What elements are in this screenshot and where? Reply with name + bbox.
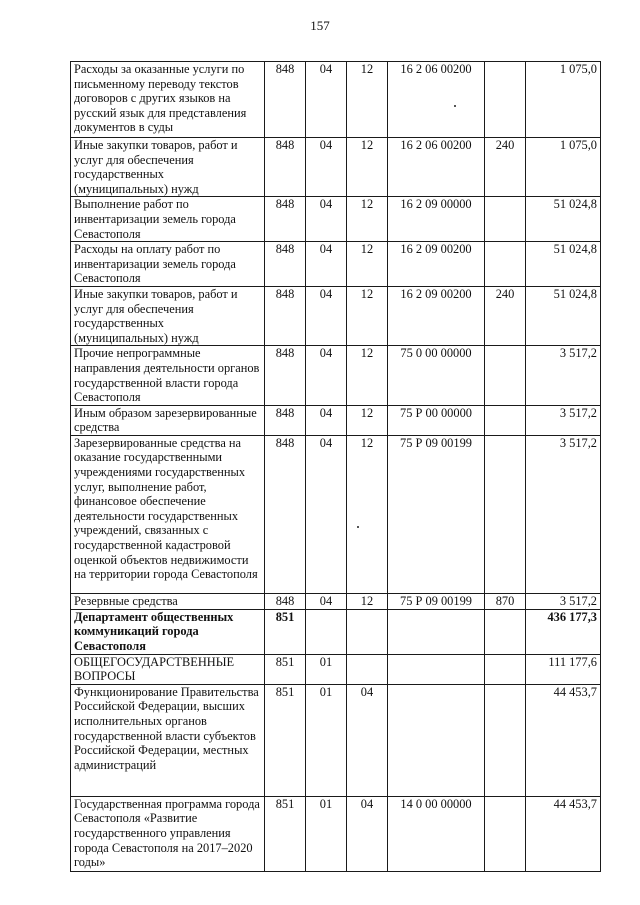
table-row [71, 684, 601, 796]
cell-vr [485, 62, 526, 138]
table-row [71, 796, 601, 871]
table-row [71, 346, 601, 405]
cell-ved: 848 [265, 286, 306, 345]
cell-rz: 04 [306, 346, 347, 405]
cell-sum: 436 177,3 [526, 609, 601, 654]
table-row [71, 435, 601, 593]
cell-name: Расходы на оплату работ по инвентаризации земель города Севастополя [71, 242, 265, 287]
cell-rz: 04 [306, 197, 347, 242]
scan-dot [357, 526, 359, 528]
cell-rz: 01 [306, 654, 347, 684]
cell-vr: 240 [485, 138, 526, 197]
cell-ved: 851 [265, 609, 306, 654]
cell-ved: 848 [265, 435, 306, 593]
table-row [71, 242, 601, 287]
cell-pr: 12 [347, 138, 388, 197]
cell-vr [485, 197, 526, 242]
cell-sum: 51 024,8 [526, 286, 601, 345]
cell-sum: 44 453,7 [526, 684, 601, 796]
cell-rz: 04 [306, 138, 347, 197]
cell-vr [485, 435, 526, 593]
cell-name: Прочие непрограммные направления деятельности органов государственной власти города Севастополя [71, 346, 265, 405]
cell-sum: 1 075,0 [526, 62, 601, 138]
cell-vr [485, 796, 526, 871]
table-row [71, 286, 601, 345]
page-number: 157 [310, 18, 330, 33]
cell-rz [306, 609, 347, 654]
cell-sum: 44 453,7 [526, 796, 601, 871]
cell-ved: 848 [265, 197, 306, 242]
cell-sum: 1 075,0 [526, 138, 601, 197]
cell-ved: 848 [265, 62, 306, 138]
cell-sum: 3 517,2 [526, 405, 601, 435]
cell-ved: 851 [265, 796, 306, 871]
cell-csr: 16 2 09 00200 [388, 242, 485, 287]
cell-vr: 870 [485, 593, 526, 609]
cell-ved: 848 [265, 405, 306, 435]
cell-name: Иные закупки товаров, работ и услуг для обеспечения государственных (муниципальных) нужд [71, 286, 265, 345]
cell-rz: 04 [306, 405, 347, 435]
cell-vr [485, 654, 526, 684]
cell-pr: 12 [347, 346, 388, 405]
cell-csr: 16 2 06 00200 [388, 62, 485, 138]
cell-rz: 04 [306, 242, 347, 287]
cell-pr: 12 [347, 242, 388, 287]
budget-table [70, 61, 601, 872]
cell-csr: 14 0 00 00000 [388, 796, 485, 871]
table-row [71, 593, 601, 609]
cell-csr: 75 0 00 00000 [388, 346, 485, 405]
cell-sum: 3 517,2 [526, 593, 601, 609]
cell-pr [347, 609, 388, 654]
cell-name: Иные закупки товаров, работ и услуг для обеспечения государственных (муниципальных) нужд [71, 138, 265, 197]
cell-vr [485, 346, 526, 405]
cell-sum: 3 517,2 [526, 435, 601, 593]
cell-pr: 04 [347, 796, 388, 871]
cell-csr [388, 684, 485, 796]
cell-csr [388, 654, 485, 684]
cell-vr [485, 242, 526, 287]
cell-name: ОБЩЕГОСУДАРСТВЕННЫЕ ВОПРОСЫ [71, 654, 265, 684]
cell-rz: 01 [306, 796, 347, 871]
cell-rz: 04 [306, 593, 347, 609]
cell-name: Иным образом зарезервированные средства [71, 405, 265, 435]
cell-vr [485, 405, 526, 435]
cell-ved: 848 [265, 593, 306, 609]
scan-dot [454, 105, 456, 107]
table-row [71, 609, 601, 654]
cell-vr: 240 [485, 286, 526, 345]
table-row [71, 405, 601, 435]
cell-name: Резервные средства [71, 593, 265, 609]
cell-pr: 12 [347, 405, 388, 435]
cell-rz: 01 [306, 684, 347, 796]
cell-ved: 848 [265, 346, 306, 405]
cell-sum: 3 517,2 [526, 346, 601, 405]
cell-ved: 848 [265, 138, 306, 197]
cell-csr: 16 2 09 00000 [388, 197, 485, 242]
cell-pr: 12 [347, 62, 388, 138]
cell-sum: 51 024,8 [526, 197, 601, 242]
table-row [71, 138, 601, 197]
cell-name: Зарезервированные средства на оказание государственными учреждениями государственных услуг, выполнение работ, финансовое обеспечение деятельности государственных учреждений, связанных с государственной кадастровой оценкой объектов недвижимости на территории города Севастополя [71, 435, 265, 593]
cell-pr: 12 [347, 593, 388, 609]
cell-ved: 848 [265, 242, 306, 287]
cell-csr: 75 Р 00 00000 [388, 405, 485, 435]
table-row [71, 197, 601, 242]
cell-ved: 851 [265, 684, 306, 796]
cell-name: Государственная программа города Севастополя «Развитие государственного управления города Севастополя на 2017–2020 годы» [71, 796, 265, 871]
table-row [71, 654, 601, 684]
cell-csr [388, 609, 485, 654]
cell-rz: 04 [306, 286, 347, 345]
cell-ved: 851 [265, 654, 306, 684]
cell-sum: 111 177,6 [526, 654, 601, 684]
cell-vr [485, 609, 526, 654]
cell-pr: 12 [347, 286, 388, 345]
cell-name: Выполнение работ по инвентаризации земель города Севастополя [71, 197, 265, 242]
cell-rz: 04 [306, 435, 347, 593]
cell-pr: 04 [347, 684, 388, 796]
cell-name: Функционирование Правительства Российской Федерации, высших исполнительных органов государственной власти субъектов Российской Федерации, местных администраций [71, 684, 265, 796]
cell-csr: 16 2 06 00200 [388, 138, 485, 197]
cell-sum: 51 024,8 [526, 242, 601, 287]
cell-name: Расходы за оказанные услуги по письменному переводу текстов договоров с других языков на русский язык для представления документов в суды [71, 62, 265, 138]
cell-pr: 12 [347, 435, 388, 593]
cell-csr: 75 Р 09 00199 [388, 435, 485, 593]
cell-name: Департамент общественных коммуникаций города Севастополя [71, 609, 265, 654]
table-row [71, 62, 601, 138]
cell-pr [347, 654, 388, 684]
cell-csr: 75 Р 09 00199 [388, 593, 485, 609]
cell-csr: 16 2 09 00200 [388, 286, 485, 345]
cell-rz: 04 [306, 62, 347, 138]
cell-vr [485, 684, 526, 796]
cell-pr: 12 [347, 197, 388, 242]
